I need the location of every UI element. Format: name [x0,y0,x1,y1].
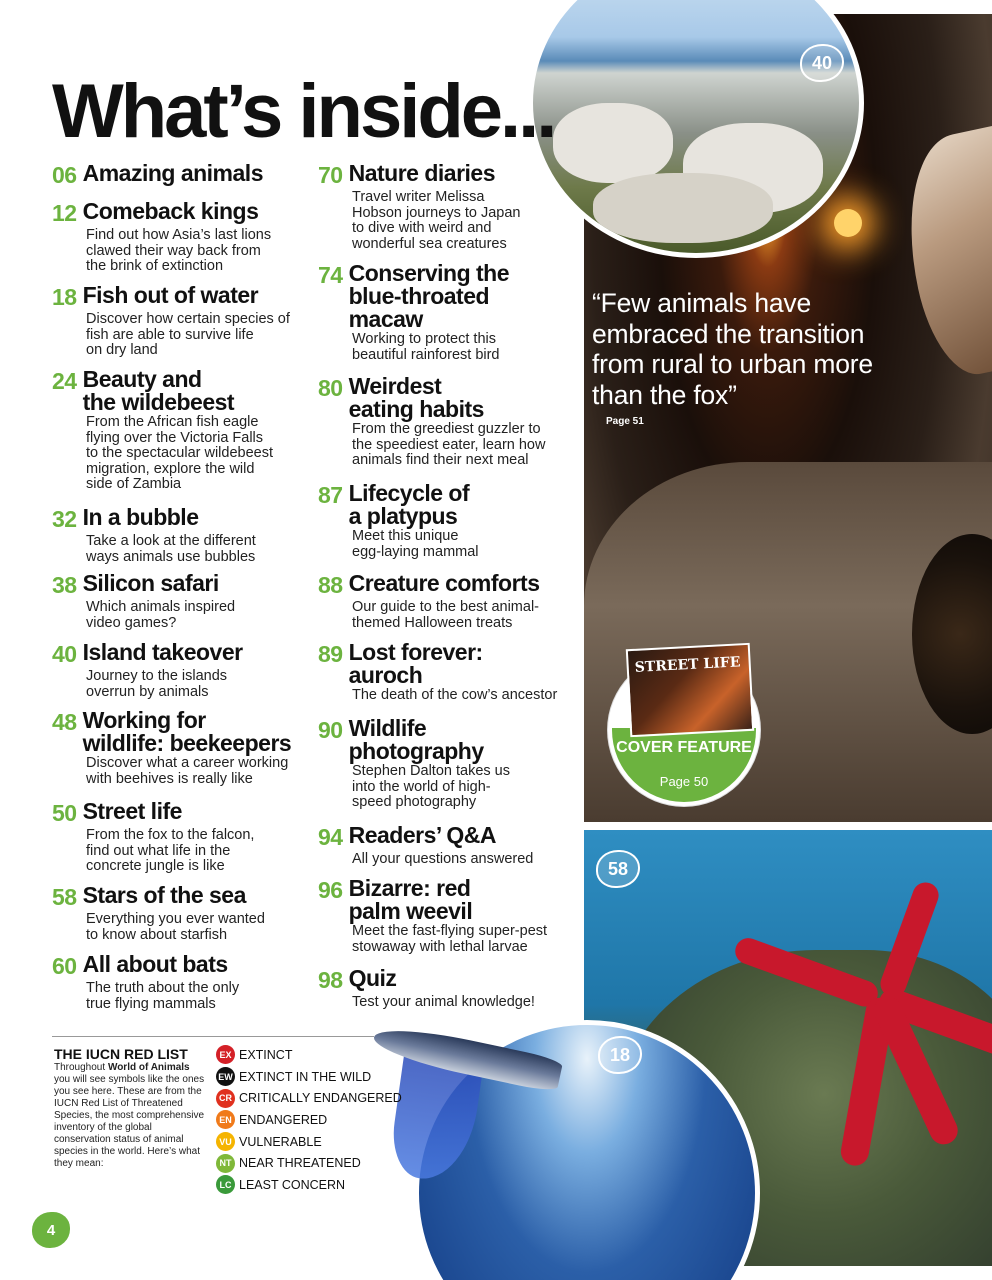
iucn-desc-bold: World of Animals [107,1062,190,1073]
entry-description-line: Journey to the islands [86,668,228,684]
contents-entry[interactable] [318,967,578,1011]
entry-title [349,877,473,923]
entry-heading [318,824,578,851]
entry-heading [52,953,312,980]
entry-description-line: into the world of high- [352,778,491,795]
entry-description-line: side of Zambia [86,476,182,492]
entry-description-line: Discover how certain species of [86,311,290,327]
entry-description-line: From the African fish eagle [86,414,259,430]
entry-page-number: 50 [52,800,77,826]
entry-page-number: 90 [318,717,343,743]
entry-description-line: to the spectacular wildebeest [86,445,273,461]
iucn-code-icon: EN [216,1110,235,1129]
entry-page-number: 89 [318,641,343,667]
contents-entry[interactable] [52,953,312,1012]
entry-description-line: animals find their next meal [352,452,529,468]
entry-title-line: Quiz [348,965,397,991]
entry-heading [52,284,312,311]
entry-description [352,764,578,811]
iucn-code-icon: CR [216,1089,235,1108]
entry-title [83,572,219,599]
entry-description [86,912,312,943]
iucn-item [216,1131,402,1153]
entry-title-line: Working for [82,707,206,733]
entry-page-number: 06 [52,162,77,188]
entry-description-line: Discover what a career working [86,755,289,771]
entry-title-line: Stars of the sea [82,882,246,908]
contents-entry[interactable] [318,877,578,955]
iucn-code-icon: LC [216,1175,235,1194]
entry-heading [318,877,578,923]
page-badge-starfish[interactable]: 58 [596,850,640,888]
entry-title [349,375,484,421]
entry-title-line: Comeback kings [82,198,259,224]
contents-entry[interactable] [52,641,312,700]
entry-heading [52,709,312,755]
entry-description-line: Stephen Dalton takes us [352,763,510,779]
entry-heading [318,162,578,189]
page-number: 4 [32,1212,70,1248]
entry-title-line: Weirdest [348,373,442,399]
rock [593,173,773,243]
entry-title-line: Street life [82,798,182,824]
iucn-desc-lead: Throughout [54,1062,108,1073]
entry-title-line: Lifecycle of [348,480,470,506]
contents-entry[interactable] [52,368,312,493]
entry-description [352,995,578,1011]
entry-description-line: Hobson journeys to Japan [352,204,521,221]
entry-title [83,368,234,414]
entry-page-number: 98 [318,967,343,993]
iucn-code-icon: EW [216,1067,235,1086]
entry-title-line: eating habits [348,396,484,422]
entry-page-number: 94 [318,824,343,850]
entry-description-line: Meet this unique [352,528,459,544]
entry-title-line: Conserving the [348,260,510,286]
entry-heading [318,482,578,528]
entry-description-line: ways animals use bubbles [86,548,256,565]
entry-description-line: video games? [86,614,177,631]
entry-description [352,600,578,631]
entry-description-line: themed Halloween treats [352,614,513,631]
entry-description-line: egg-laying mammal [352,543,479,560]
entry-description-line: migration, explore the wild [86,460,255,477]
entry-description [86,415,312,493]
contents-entry[interactable] [318,375,578,469]
contents-entry[interactable] [318,717,578,811]
entry-description [86,600,312,631]
entry-page-number: 60 [52,953,77,979]
entry-title [349,482,470,528]
entry-description [86,534,312,565]
iucn-code-icon: EX [216,1045,235,1064]
entry-title-line: the wildebeest [82,389,235,415]
entry-description-line: speed photography [352,794,477,810]
iucn-item [216,1066,402,1088]
entry-description-line: wonderful sea creatures [352,235,507,252]
entry-heading [318,572,578,599]
cover-feature-page: Page 50 [659,774,709,789]
contents-entry[interactable] [52,284,312,359]
entry-description-line: Take a look at the different [86,533,256,549]
cover-feature-title: COVER FEATURE [616,739,752,756]
entry-description-line: The truth about the only [86,980,240,996]
entry-page-number: 70 [318,162,343,188]
entry-heading [52,572,312,599]
entry-title [349,641,483,687]
contents-entry[interactable] [318,572,578,631]
iucn-item [216,1087,402,1109]
entry-title [83,884,246,911]
entry-description-line: Find out how Asia’s last lions [86,227,272,243]
entry-description-line: Meet the fast-flying super-pest [352,923,548,939]
entry-page-number: 40 [52,641,77,667]
contents-entry[interactable] [318,162,578,252]
iucn-desc-rest: you will see symbols like the ones you see here. These are from the IUCN Red List of Threatened Species, the most comprehensive inventory of the global conservation status of animal species in the world. Here’s what they mean: [54,1074,205,1169]
entry-title-line: In a bubble [82,504,199,530]
cover-thumbnail [626,643,754,737]
entry-title-line: Beauty and [82,366,202,392]
iucn-name: ENDANGERED [239,1112,328,1127]
entry-title [349,572,540,599]
contents-entry[interactable] [318,262,578,363]
entry-title [83,200,259,227]
entry-heading [52,368,312,414]
entry-description-line: to dive with weird and [352,220,492,236]
entry-title-line: blue-throated [348,283,490,309]
entry-page-number: 96 [318,877,343,903]
contents-entry[interactable] [52,200,312,275]
contents-entry[interactable] [52,506,312,565]
iucn-item [216,1109,402,1131]
entry-description [352,332,578,363]
contents-entry[interactable] [52,709,312,787]
entry-title-line: Lost forever: [348,639,483,665]
entry-title [83,953,228,980]
entry-description-line: concrete jungle is like [86,858,225,874]
entry-description-line: All your questions answered [352,851,534,867]
entry-title-line: Readers’ Q&A [348,822,496,848]
entry-description-line: the brink of extinction [86,258,224,274]
iucn-item [216,1174,402,1196]
entry-title-line: Wildlife [348,715,427,741]
entry-title-line: Fish out of water [82,282,259,308]
entry-page-number: 24 [52,368,77,394]
entry-title-line: wildlife: beekeepers [82,730,292,756]
entry-description [86,981,312,1012]
entry-description-line: beautiful rainforest bird [352,346,500,363]
entry-title [83,506,199,533]
entry-heading [52,800,312,827]
entry-title-line: palm weevil [348,898,473,924]
entry-title [349,262,509,331]
entry-title-line: Nature diaries [348,160,495,186]
entry-title-line: Silicon safari [82,570,219,596]
entry-title [83,641,243,668]
contents-entry[interactable] [52,572,312,631]
entry-description-line: the speediest eater, learn how [352,436,546,453]
entry-page-number: 58 [52,884,77,910]
entry-heading [318,375,578,421]
iucn-legend [216,1044,402,1196]
entry-description-line: flying over the Victoria Falls [86,429,264,446]
entry-heading [318,641,578,687]
entry-page-number: 48 [52,709,77,735]
iucn-name: EXTINCT IN THE WILD [239,1069,372,1084]
entry-page-number: 80 [318,375,343,401]
entry-description [352,190,578,252]
entry-heading [318,967,578,994]
entry-description-line: From the greediest guzzler to [352,421,541,437]
street-light-glow [834,209,862,237]
entry-description-line: The death of the cow’s ancestor [352,687,558,703]
entry-description-line: overrun by animals [86,683,209,700]
entry-description-line: Working to protect this [352,331,496,347]
entry-page-number: 18 [52,284,77,310]
iucn-name: EXTINCT [239,1047,293,1062]
entry-description [352,688,578,704]
entry-title-line: auroch [348,662,423,688]
entry-heading [52,641,312,668]
entry-description [86,828,312,875]
entry-description-line: Everything you ever wanted [86,911,265,927]
contents-entry[interactable] [52,162,312,189]
entry-title-line: macaw [348,306,423,332]
entry-title [83,284,259,311]
entry-heading [318,262,578,331]
pull-quote: “Few animals have embraced the transition from rural to urban more than the fox” [592,288,873,410]
entry-description [86,756,312,787]
contents-entry[interactable] [52,884,312,943]
entry-description [86,228,312,275]
cover-feature-badge[interactable] [608,654,760,806]
iucn-name: LEAST CONCERN [239,1177,346,1192]
entry-description [86,669,312,700]
entry-page-number: 88 [318,572,343,598]
iucn-item [216,1044,402,1066]
iucn-code-icon: VU [216,1132,235,1151]
contents-entry[interactable] [318,641,578,704]
entry-description-line: Our guide to the best animal- [352,599,539,615]
entry-description-line: to know about starfish [86,926,228,943]
page-badge-fish[interactable]: 18 [598,1036,642,1074]
iucn-item [216,1152,402,1174]
entry-description-line: with beehives is really like [86,770,253,787]
entry-page-number: 38 [52,572,77,598]
entry-title-line: photography [348,738,484,764]
entry-heading [52,506,312,533]
iucn-name: CRITICALLY ENDANGERED [239,1091,402,1106]
entry-description-line: on dry land [86,342,158,358]
entry-title-line: Island takeover [82,639,243,665]
entry-title [83,709,292,755]
entry-title-line: Bizarre: red [348,875,471,901]
entry-title [83,162,263,189]
entry-page-number: 32 [52,506,77,532]
entry-description [352,422,578,469]
entry-title-line: a platypus [348,503,458,529]
iucn-name: VULNERABLE [239,1134,322,1149]
page-title: What’s inside... [52,69,555,154]
entry-description-line: Which animals inspired [86,599,236,615]
entry-heading [52,162,312,189]
entry-title-line: Creature comforts [348,570,540,596]
entry-page-number: 12 [52,200,77,226]
entry-heading [52,884,312,911]
iucn-divider [52,1036,374,1037]
contents-entry[interactable] [318,824,578,868]
entry-heading [318,717,578,763]
entry-description [352,852,578,868]
entry-page-number: 74 [318,262,343,288]
entry-title-line: All about bats [82,951,228,977]
iucn-description [54,1062,208,1170]
entry-description-line: Travel writer Melissa [352,189,485,205]
contents-entry[interactable] [318,482,578,560]
contents-entry[interactable] [52,800,312,875]
entry-title [349,162,495,189]
entry-title [349,967,397,994]
entry-description-line: clawed their way back from [86,242,261,259]
entry-description-line: find out what life in the [86,842,231,859]
iucn-title: THE IUCN RED LIST [54,1046,188,1062]
quote-page-ref: Page 51 [606,416,644,427]
entry-description-line: fish are able to survive life [86,326,254,343]
entry-title [349,824,496,851]
iucn-code-icon: NT [216,1154,235,1173]
entry-title-line: Amazing animals [82,160,263,186]
entry-title [349,717,484,763]
entry-heading [52,200,312,227]
entry-description [86,312,312,359]
cover-thumb-text: STREET LIFE [634,654,741,676]
entry-description [352,924,578,955]
page-badge-puffins[interactable]: 40 [800,44,844,82]
iucn-name: NEAR THREATENED [239,1156,361,1171]
entry-description-line: stowaway with lethal larvae [352,938,528,955]
entry-description-line: From the fox to the falcon, [86,827,255,843]
entry-title [83,800,182,827]
entry-description [352,529,578,560]
entry-description-line: Test your animal knowledge! [352,994,535,1010]
entry-page-number: 87 [318,482,343,508]
entry-description-line: true flying mammals [86,995,216,1012]
